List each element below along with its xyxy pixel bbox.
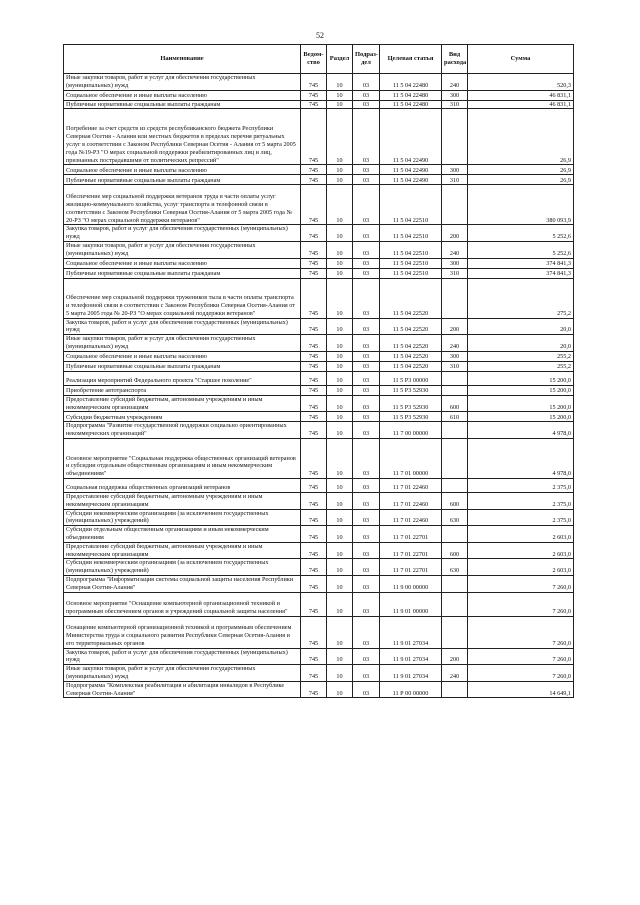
table-cell-subsection: 03 [353, 681, 380, 698]
table-cell-section: 10 [327, 492, 353, 509]
table-cell-subsection: 03 [353, 592, 380, 616]
table-cell-sum: 7 260,0 [468, 665, 574, 682]
table-row [64, 175, 574, 185]
table-cell-section: 10 [327, 335, 353, 352]
table-cell-dept: 745 [301, 268, 327, 278]
table-cell-subsection: 03 [353, 559, 380, 576]
table-cell-name: Основное мероприятие "Оснащение компьютерной организационной техникой и программным обеспечением органов и учреждений социальной защиты населения" [64, 592, 301, 616]
table-row [64, 351, 574, 361]
table-cell-sum: 7 260,0 [468, 616, 574, 648]
table-cell-section: 10 [327, 592, 353, 616]
table-cell-expense: 240 [442, 241, 468, 258]
table-cell-dept: 745 [301, 351, 327, 361]
table-cell-article: 11 7 01 22701 [380, 559, 442, 576]
table-cell-sum: 2 603,0 [468, 526, 574, 543]
table-row [64, 335, 574, 352]
table-cell-sum: 26,9 [468, 109, 574, 165]
table-header-row [64, 45, 574, 74]
table-cell-dept: 745 [301, 165, 327, 175]
table-row [64, 385, 574, 395]
table-cell-name: Реализация мероприятий Федерального проекта "Старшее поколение" [64, 371, 301, 385]
table-cell-article: 11 5 04 22490 [380, 175, 442, 185]
table-cell-article: 11 5 04 22510 [380, 268, 442, 278]
table-cell-expense: 600 [442, 395, 468, 412]
header-subsection: Подраз-дел [353, 45, 380, 74]
table-cell-section: 10 [327, 575, 353, 592]
table-cell-section: 10 [327, 542, 353, 559]
table-cell-dept: 745 [301, 225, 327, 242]
table-cell-name: Закупка товаров, работ и услуг для обеспечения государственных (муниципальных) нужд [64, 648, 301, 665]
table-cell-dept: 745 [301, 616, 327, 648]
table-row [64, 165, 574, 175]
table-row [64, 575, 574, 592]
table-cell-subsection: 03 [353, 526, 380, 543]
table-row [64, 74, 574, 91]
table-cell-name: Социальное обеспечение и иные выплаты населению [64, 165, 301, 175]
table-row [64, 241, 574, 258]
table-cell-section: 10 [327, 361, 353, 371]
table-cell-expense: 300 [442, 165, 468, 175]
table-cell-article: 11 5 04 22490 [380, 109, 442, 165]
table-cell-article: 11 5 Р3 00000 [380, 371, 442, 385]
table-row [64, 361, 574, 371]
table-cell-subsection: 03 [353, 575, 380, 592]
table-cell-expense [442, 185, 468, 225]
table-cell-sum: 20,0 [468, 335, 574, 352]
table-cell-subsection: 03 [353, 665, 380, 682]
table-row [64, 616, 574, 648]
table-cell-expense: 200 [442, 318, 468, 335]
table-cell-sum: 7 260,0 [468, 575, 574, 592]
table-cell-subsection: 03 [353, 74, 380, 91]
table-cell-name: Обеспечение мер социальной поддержки тружеников тыла в части оплаты транспорта и телефонной связи в соответствии с Законом Республики Северная Осетия-Алания от 5 марта 2005 года № 20-РЗ "О мерах социальной поддержки ветеранов" [64, 278, 301, 318]
table-cell-subsection: 03 [353, 241, 380, 258]
table-cell-section: 10 [327, 526, 353, 543]
table-cell-dept: 745 [301, 175, 327, 185]
table-cell-dept: 745 [301, 335, 327, 352]
table-cell-section: 10 [327, 241, 353, 258]
table-cell-name: Субсидии некоммерческим организациям (за исключением государственных (муниципальных) учреждений) [64, 559, 301, 576]
table-cell-expense [442, 385, 468, 395]
table-row [64, 278, 574, 318]
table-cell-section: 10 [327, 175, 353, 185]
table-cell-section: 10 [327, 351, 353, 361]
table-cell-article: 11 5 04 22520 [380, 361, 442, 371]
table-cell-sum: 255,2 [468, 351, 574, 361]
table-cell-dept: 745 [301, 509, 327, 526]
table-row [64, 478, 574, 492]
table-cell-dept: 745 [301, 385, 327, 395]
table-cell-sum: 4 978,0 [468, 438, 574, 478]
table-cell-section: 10 [327, 422, 353, 439]
table-cell-name: Обеспечение мер социальной поддержки ветеранов труда в части оплаты услуг жилищно-коммунального хозяйства, услуг транспорта и телефонной связи в соответствии с Законом Республики Северная Осетия-Алания от 5 марта 2005 года № 20-РЗ "О мерах социальной поддержки ветеранов" [64, 185, 301, 225]
table-cell-subsection: 03 [353, 335, 380, 352]
table-cell-article: 11 7 00 00000 [380, 422, 442, 439]
table-cell-dept: 745 [301, 592, 327, 616]
table-cell-section: 10 [327, 509, 353, 526]
table-row [64, 109, 574, 165]
table-cell-article: 11 Р 00 00000 [380, 681, 442, 698]
table-cell-sum: 15 200,0 [468, 395, 574, 412]
table-cell-name: Предоставление субсидий бюджетным, автономным учреждениям и иным некоммерческим организациям [64, 395, 301, 412]
table-cell-expense: 240 [442, 665, 468, 682]
table-cell-subsection: 03 [353, 371, 380, 385]
table-cell-name: Субсидии бюджетным учреждениям [64, 412, 301, 422]
table-cell-subsection: 03 [353, 258, 380, 268]
table-cell-name: Основное мероприятие "Социальная поддержка общественных организаций ветеранов и субсидии отдельным общественным организациям и иным некоммерческим объединениям" [64, 438, 301, 478]
table-cell-article: 11 5 04 22510 [380, 185, 442, 225]
table-cell-dept: 745 [301, 542, 327, 559]
table-cell-section: 10 [327, 665, 353, 682]
table-cell-sum: 380 093,9 [468, 185, 574, 225]
table-row [64, 258, 574, 268]
table-cell-name: Оснащение компьютерной организационной техникой и программным обеспечением Министерства труда и социального развития Республики Северная Осетия-Алания и его территориальных органов [64, 616, 301, 648]
table-cell-subsection: 03 [353, 109, 380, 165]
table-cell-name: Иные закупки товаров, работ и услуг для обеспечения государственных (муниципальных) нужд [64, 241, 301, 258]
header-name: Наименование [64, 45, 301, 74]
table-row [64, 225, 574, 242]
table-cell-article: 11 9 01 00000 [380, 592, 442, 616]
table-cell-sum: 4 978,0 [468, 422, 574, 439]
table-cell-section: 10 [327, 478, 353, 492]
table-cell-name: Подпрограмма "Развитие государственной поддержки социально ориентированных некоммерческих организаций" [64, 422, 301, 439]
table-cell-sum: 255,2 [468, 361, 574, 371]
table-cell-subsection: 03 [353, 351, 380, 361]
page-number: 52 [316, 31, 324, 40]
table-cell-name: Закупка товаров, работ и услуг для обеспечения государственных (муниципальных) нужд [64, 225, 301, 242]
table-cell-name: Социальное обеспечение и иные выплаты населению [64, 258, 301, 268]
table-cell-expense: 310 [442, 268, 468, 278]
table-cell-article: 11 5 04 22510 [380, 225, 442, 242]
table-row [64, 526, 574, 543]
table-cell-expense: 240 [442, 335, 468, 352]
table-cell-expense [442, 526, 468, 543]
table-cell-dept: 745 [301, 100, 327, 109]
table-cell-article: 11 7 01 22460 [380, 509, 442, 526]
table-cell-article: 11 7 01 22460 [380, 478, 442, 492]
table-cell-name: Иные закупки товаров, работ и услуг для обеспечения государственных (муниципальных) нужд [64, 74, 301, 91]
table-cell-name: Погребение за счет средств из средств республиканского бюджета Республики Северная Осетия - Алания или местных бюджетов в пределах перечня ритуальных услуг в соответствии с Законом Республики Северная Осетия - Алания от 5 марта 2005 года №19-РЗ "О мерах социальной поддержки реабилитированных лиц и лиц, признанных пострадавшими от политических репрессий" [64, 109, 301, 165]
table-cell-article: 11 7 01 00000 [380, 438, 442, 478]
table-cell-subsection: 03 [353, 616, 380, 648]
header-article: Целевая статья [380, 45, 442, 74]
table-cell-section: 10 [327, 90, 353, 100]
table-cell-subsection: 03 [353, 225, 380, 242]
table-row [64, 542, 574, 559]
table-cell-section: 10 [327, 268, 353, 278]
table-cell-section: 10 [327, 318, 353, 335]
table-cell-sum: 275,2 [468, 278, 574, 318]
table-cell-section: 10 [327, 74, 353, 91]
table-cell-article: 11 9 01 27034 [380, 616, 442, 648]
table-cell-dept: 745 [301, 90, 327, 100]
table-cell-dept: 745 [301, 318, 327, 335]
table-cell-sum: 5 252,6 [468, 225, 574, 242]
table-cell-sum: 374 841,3 [468, 268, 574, 278]
table-cell-subsection: 03 [353, 509, 380, 526]
table-cell-expense [442, 371, 468, 385]
table-cell-dept: 745 [301, 278, 327, 318]
table-cell-dept: 745 [301, 478, 327, 492]
table-cell-name: Социальное обеспечение и иные выплаты населению [64, 351, 301, 361]
table-row [64, 509, 574, 526]
table-cell-section: 10 [327, 371, 353, 385]
table-row [64, 100, 574, 109]
table-cell-article: 11 5 04 22490 [380, 165, 442, 175]
table-cell-article: 11 7 01 22701 [380, 526, 442, 543]
table-row [64, 592, 574, 616]
table-cell-dept: 745 [301, 109, 327, 165]
table-cell-article: 11 9 01 27034 [380, 648, 442, 665]
table-cell-article: 11 5 Р3 52930 [380, 412, 442, 422]
table-row [64, 492, 574, 509]
table-cell-expense: 600 [442, 542, 468, 559]
table-cell-subsection: 03 [353, 278, 380, 318]
table-cell-expense [442, 109, 468, 165]
table-cell-subsection: 03 [353, 268, 380, 278]
table-cell-sum: 2 375,0 [468, 492, 574, 509]
table-cell-expense: 300 [442, 258, 468, 268]
table-cell-section: 10 [327, 385, 353, 395]
table-cell-expense: 630 [442, 509, 468, 526]
table-cell-sum: 20,0 [468, 318, 574, 335]
table-cell-subsection: 03 [353, 412, 380, 422]
table-cell-name: Подпрограмма "Информатизация системы социальной защиты населения Республики Северная Осетия-Алания" [64, 575, 301, 592]
table-cell-sum: 520,3 [468, 74, 574, 91]
table-cell-sum: 374 841,3 [468, 258, 574, 268]
table-cell-section: 10 [327, 165, 353, 175]
table-cell-dept: 745 [301, 438, 327, 478]
table-row [64, 395, 574, 412]
table-cell-name: Иные закупки товаров, работ и услуг для обеспечения государственных (муниципальных) нужд [64, 665, 301, 682]
table-cell-section: 10 [327, 100, 353, 109]
table-cell-article: 11 7 01 22701 [380, 542, 442, 559]
table-cell-name: Публичные нормативные социальные выплаты гражданам [64, 100, 301, 109]
table-cell-article: 11 9 00 00000 [380, 575, 442, 592]
table-cell-sum: 5 252,6 [468, 241, 574, 258]
table-row [64, 438, 574, 478]
table-cell-sum: 2 603,0 [468, 559, 574, 576]
table-cell-dept: 745 [301, 371, 327, 385]
table-row [64, 90, 574, 100]
table-cell-dept: 745 [301, 575, 327, 592]
table-cell-sum: 26,9 [468, 165, 574, 175]
table-cell-name: Предоставление субсидий бюджетным, автономным учреждениям и иным некоммерческим организациям [64, 492, 301, 509]
table-cell-article: 11 9 01 27034 [380, 665, 442, 682]
table-row [64, 648, 574, 665]
table-cell-expense: 310 [442, 361, 468, 371]
table-cell-dept: 745 [301, 258, 327, 268]
table-row [64, 681, 574, 698]
table-row [64, 185, 574, 225]
table-cell-section: 10 [327, 258, 353, 268]
table-cell-sum: 7 260,0 [468, 648, 574, 665]
table-cell-expense: 630 [442, 559, 468, 576]
table-cell-sum: 7 260,0 [468, 592, 574, 616]
table-cell-article: 11 5 04 22520 [380, 278, 442, 318]
table-cell-subsection: 03 [353, 90, 380, 100]
table-cell-dept: 745 [301, 559, 327, 576]
table-cell-section: 10 [327, 648, 353, 665]
table-cell-dept: 745 [301, 681, 327, 698]
table-row [64, 665, 574, 682]
table-cell-expense: 310 [442, 100, 468, 109]
table-body [64, 74, 574, 698]
header-dept: Ведом-ство [301, 45, 327, 74]
table-cell-sum: 2 603,0 [468, 542, 574, 559]
table-cell-name: Публичные нормативные социальные выплаты гражданам [64, 175, 301, 185]
table-cell-section: 10 [327, 412, 353, 422]
table-cell-sum: 46 831,1 [468, 90, 574, 100]
table-cell-article: 11 5 Р3 52930 [380, 385, 442, 395]
table-cell-section: 10 [327, 438, 353, 478]
table-cell-section: 10 [327, 278, 353, 318]
table-row [64, 412, 574, 422]
table-cell-sum: 15 200,0 [468, 385, 574, 395]
table-row [64, 559, 574, 576]
table-cell-dept: 745 [301, 648, 327, 665]
table-cell-article: 11 5 04 22480 [380, 100, 442, 109]
table-cell-article: 11 5 04 22520 [380, 318, 442, 335]
table-cell-section: 10 [327, 559, 353, 576]
table-cell-name: Подпрограмма "Комплексная реабилитация и абилитация инвалидов в Республике Северная Осетия-Алания" [64, 681, 301, 698]
table-cell-subsection: 03 [353, 542, 380, 559]
table-cell-section: 10 [327, 109, 353, 165]
table-cell-section: 10 [327, 185, 353, 225]
table-cell-expense [442, 592, 468, 616]
table-cell-dept: 745 [301, 74, 327, 91]
table-cell-dept: 745 [301, 185, 327, 225]
table-cell-section: 10 [327, 395, 353, 412]
table-cell-subsection: 03 [353, 318, 380, 335]
table-cell-sum: 15 200,0 [468, 412, 574, 422]
budget-table [63, 44, 574, 698]
table-cell-expense: 240 [442, 74, 468, 91]
table-cell-expense [442, 478, 468, 492]
header-expense: Вид расхода [442, 45, 468, 74]
table-cell-name: Субсидии отдельным общественным организациям и иным некоммерческим объединениям [64, 526, 301, 543]
table-cell-dept: 745 [301, 526, 327, 543]
table-cell-subsection: 03 [353, 478, 380, 492]
table-cell-dept: 745 [301, 422, 327, 439]
table-cell-name: Социальное обеспечение и иные выплаты населению [64, 90, 301, 100]
table-cell-dept: 745 [301, 492, 327, 509]
table-cell-sum: 14 649,1 [468, 681, 574, 698]
table-cell-expense [442, 616, 468, 648]
table-cell-expense [442, 575, 468, 592]
table-cell-expense: 310 [442, 175, 468, 185]
table-cell-section: 10 [327, 681, 353, 698]
table-cell-dept: 745 [301, 361, 327, 371]
table-cell-name: Иные закупки товаров, работ и услуг для обеспечения государственных (муниципальных) нужд [64, 335, 301, 352]
table-cell-sum: 46 831,1 [468, 100, 574, 109]
table-cell-subsection: 03 [353, 100, 380, 109]
table-cell-expense: 300 [442, 90, 468, 100]
table-cell-expense [442, 681, 468, 698]
table-cell-dept: 745 [301, 412, 327, 422]
table-cell-subsection: 03 [353, 395, 380, 412]
table-cell-subsection: 03 [353, 648, 380, 665]
table-row [64, 268, 574, 278]
table-cell-name: Социальная поддержка общественных организаций ветеранов [64, 478, 301, 492]
table-cell-subsection: 03 [353, 438, 380, 478]
table-cell-subsection: 03 [353, 492, 380, 509]
table-cell-expense: 300 [442, 351, 468, 361]
table-cell-article: 11 5 Р3 52930 [380, 395, 442, 412]
table-cell-expense: 610 [442, 412, 468, 422]
table-cell-expense [442, 438, 468, 478]
table-cell-section: 10 [327, 225, 353, 242]
table-cell-article: 11 5 04 22510 [380, 241, 442, 258]
table-cell-subsection: 03 [353, 175, 380, 185]
table-cell-expense: 200 [442, 648, 468, 665]
table-cell-article: 11 7 01 22460 [380, 492, 442, 509]
table-cell-sum: 26,9 [468, 175, 574, 185]
table-cell-article: 11 5 04 22480 [380, 90, 442, 100]
table-row [64, 371, 574, 385]
table-cell-dept: 745 [301, 395, 327, 412]
table-cell-article: 11 5 04 22510 [380, 258, 442, 268]
table-cell-subsection: 03 [353, 185, 380, 225]
table-cell-name: Закупка товаров, работ и услуг для обеспечения государственных (муниципальных) нужд [64, 318, 301, 335]
table-cell-name: Предоставление субсидий бюджетным, автономным учреждениям и иным некоммерческим организациям [64, 542, 301, 559]
table-cell-expense: 200 [442, 225, 468, 242]
table-cell-expense [442, 278, 468, 318]
header-sum: Сумма [468, 45, 574, 74]
table-cell-sum: 15 200,0 [468, 371, 574, 385]
table-cell-subsection: 03 [353, 385, 380, 395]
table-cell-sum: 2 375,0 [468, 478, 574, 492]
table-cell-dept: 745 [301, 241, 327, 258]
table-cell-article: 11 5 04 22480 [380, 74, 442, 91]
table-cell-sum: 2 375,0 [468, 509, 574, 526]
table-row [64, 318, 574, 335]
table-cell-expense [442, 422, 468, 439]
table-cell-name: Приобретение автотранспорта [64, 385, 301, 395]
table-cell-dept: 745 [301, 665, 327, 682]
table-cell-name: Субсидии некоммерческим организациям (за исключением государственных (муниципальных) учреждений) [64, 509, 301, 526]
table-cell-name: Публичные нормативные социальные выплаты гражданам [64, 268, 301, 278]
table-cell-section: 10 [327, 616, 353, 648]
table-cell-article: 11 5 04 22520 [380, 335, 442, 352]
table-cell-expense: 600 [442, 492, 468, 509]
table-cell-name: Публичные нормативные социальные выплаты гражданам [64, 361, 301, 371]
table-row [64, 422, 574, 439]
table-cell-subsection: 03 [353, 361, 380, 371]
header-section: Раздел [327, 45, 353, 74]
table-cell-subsection: 03 [353, 165, 380, 175]
table-cell-article: 11 5 04 22520 [380, 351, 442, 361]
table-cell-subsection: 03 [353, 422, 380, 439]
